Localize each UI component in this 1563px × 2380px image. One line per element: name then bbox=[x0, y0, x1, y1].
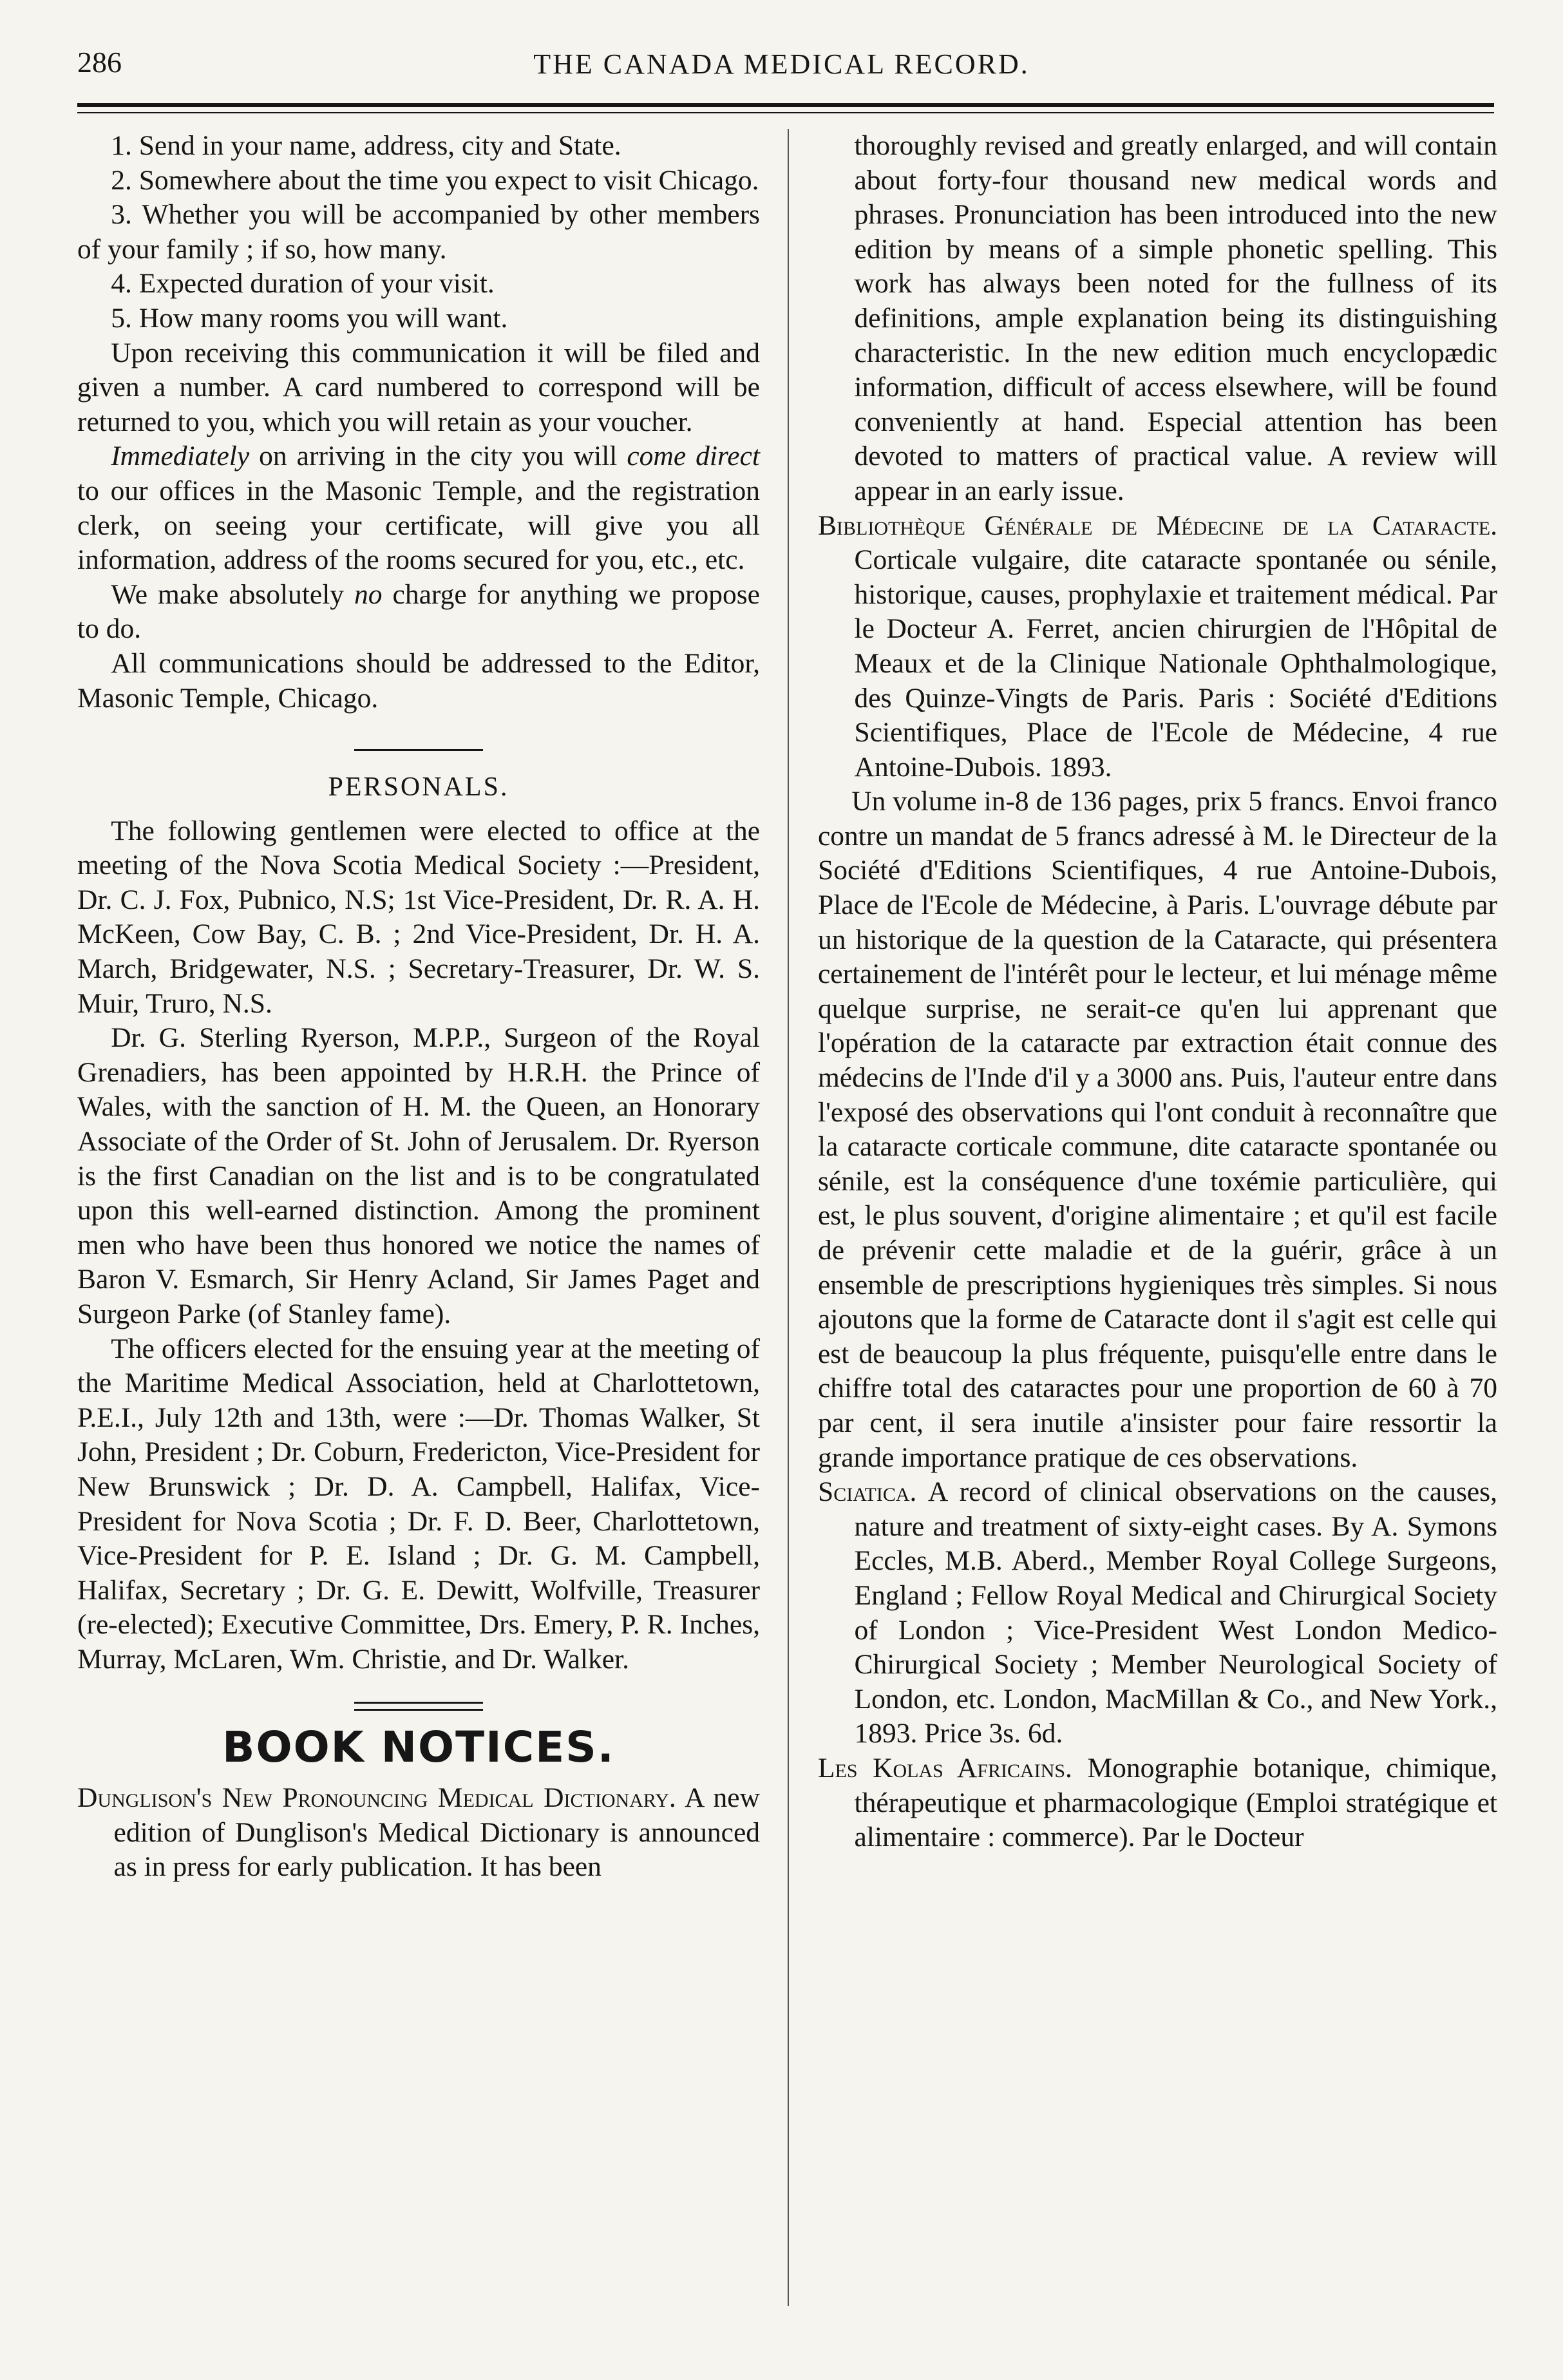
paragraph-maritime: The officers elected for the ensuing year at the meeting of the Maritime Medical Association, held at Charlottetown, P.E.I., July 12th and 13th, were :—Dr. Thomas Walker, St John, President ; Dr. Coburn, Fredericton, Vice-President for New Brunswick ; Dr. D. A. Campbell, Halifax, Vice-President for Nova Scotia ; Dr. F. D. Beer, Charlottetown, Vice-President for P. E. Island ; Dr. G. M. Campbell, Halifax, Secretary ; Dr. G. E. Dewitt, Wolfville, Treasurer (re-elected); Executive Committee, Drs. Emery, P. R. Inches, Murray, McLaren, Wm. Christie, and Dr. Walker. bbox=[77, 1333, 760, 1675]
list-item-visit-time: 2. Somewhere about the time you expect to visit Chicago. bbox=[111, 164, 759, 196]
page-number: 286 bbox=[77, 46, 122, 79]
text-immediately-2: to our offices in the Masonic Temple, and the registration clerk, on seeing your certificate, will give you all information, address of the rooms secured for you, etc., etc. bbox=[77, 475, 760, 576]
emphasis-immediately: Immediately bbox=[111, 441, 250, 472]
double-rule-separator bbox=[354, 1702, 483, 1711]
notice-dunglison-continued: thoroughly revised and greatly enlarged, and will contain about forty-four thousand new medical words and phrases. Pronunciation has been introduced into the new edition by means of a simple phonetic spelling. This work has always been noted for the fullness of its definitions, ample explanation being its distinguishing characteristic. In the new edition much encyclopædic information, difficult of access elsewhere, will be found conveniently at hand. Especial attention has been devoted to matters of practical value. A review will appear in an early issue. bbox=[854, 130, 1497, 506]
list-item-family: 3. Whether you will be accompanied by other members of your family ; if so, how many. bbox=[77, 199, 760, 265]
book-notices-heading: BOOK NOTICES. bbox=[222, 1722, 615, 1772]
paragraph-nova-scotia: The following gentlemen were elected to office at the meeting of the Nova Scotia Medical Society :—President, Dr. C. J. Fox, Pubnico, N.S; 1st Vice-President, Dr. R. A. H. McKeen, Cow Bay, C. B. ; 2nd Vice-President, Dr. H. A. March, Bridgewater, N.S. ; Secretary-Treasurer, Dr. W. S. Muir, Truro, N.S. bbox=[77, 815, 760, 1019]
notice-bibliotheque bbox=[818, 509, 1497, 785]
personals-heading: PERSONALS. bbox=[328, 772, 509, 803]
text-charge-2: charge for anything we propose to do. bbox=[77, 578, 760, 645]
paragraph-receiving: Upon receiving this communication it will be filed and given a number. A card numbered to correspond will be returned to you, which you will retain as your voucher. bbox=[77, 337, 760, 437]
emphasis-no: no bbox=[354, 578, 383, 610]
notice-sciatica bbox=[818, 1475, 1497, 1751]
review-bibliotheque: Un volume in-8 de 136 pages, prix 5 francs. Envoi franco contre un mandat de 5 francs adressé à M. le Directeur de la Société d'Editions Scientifiques, 4 rue Antoine-Dubois, Place de l'Ecole de Médecine, à Paris. L'ouvrage débute par un historique de la question de la Cataracte, qui présentera certainement de l'intérêt pour le lecteur, et lui ménage même quelque surprise, ne serait-ce qu'en lui apprenant que l'opération de la cataracte par extraction était connue des médecins de l'Inde d'il y a 3000 ans. Puis, l'auteur entre dans l'exposé des observations qui l'ont conduit à reconnaître que la cataracte corticale commune, dite cataracte spontanée ou sénile, est la conséquence d'une toxémie particulière, qui est, le plus souvent, d'origine alimentaire ; et qu'il est facile de prévenir cette maladie et de la guérir, grâce à un ensemble de prescriptions hygieniques très simples. Si nous ajoutons que la forme de Cataracte dont il s'agit est celle qui est de beaucoup la plus fréquente, puisqu'elle entre dans le chiffre total des cataractes pour une proportion de 60 à 70 par cent, il sera inutile a'insister pour faire ressortir la grande importance pratique de ces observations. bbox=[818, 786, 1497, 1473]
header-rule-thick bbox=[77, 103, 1494, 107]
paragraph-no-charge bbox=[77, 578, 760, 647]
notice-bibliotheque-title: Bibliothèque Générale de Médecine de la Cataracte. bbox=[818, 509, 1497, 541]
notice-sciatica-title: Sciatica. bbox=[818, 1476, 917, 1508]
paragraph-ryerson: Dr. G. Sterling Ryerson, M.P.P., Surgeon of the Royal Grenadiers, has been appointed by H.R.H. the Prince of Wales, with the sanction of H. M. the Queen, an Honorary Associate of the Order of St. John of Jerusalem. Dr. Ryerson is the first Canadian on the list and is to be congratulated upon this well-earned distinction. Among the prominent men who have been thus honored we notice the names of Baron V. Esmarch, Sir Henry Acland, Sir James Paget and Surgeon Parke (of Stanley fame). bbox=[77, 1022, 760, 1329]
running-title: THE CANADA MEDICAL RECORD. bbox=[533, 48, 1030, 80]
notice-dunglison-text: A new edition of Dunglison's Medical Dictionary is announced as in press for early publication. It has been bbox=[113, 1782, 761, 1883]
page-header bbox=[0, 45, 1563, 97]
paragraph-immediately bbox=[77, 439, 760, 577]
list-item-duration: 4. Expected duration of your visit. bbox=[111, 268, 495, 300]
notice-bibliotheque-text: Corticale vulgaire, dite cataracte spontanée ou sénile, historique, causes, prophylaxie et traitement médical. Par le Docteur A. Ferret, ancien chirurgien de l'Hôpital de Meaux et de la Clinique Nationale Ophthalmologique, des Quinze-Vingts de Paris. Paris : Société d'Editions Scientifiques, Place de l'Ecole de Médecine, 4 rue Antoine-Dubois. 1893. bbox=[854, 544, 1497, 783]
notice-dunglison bbox=[77, 1781, 760, 1885]
column-divider bbox=[788, 129, 789, 2306]
section-separator bbox=[354, 749, 483, 751]
notice-kolas-title: Les Kolas Africains. bbox=[818, 1752, 1072, 1784]
notice-kolas bbox=[818, 1751, 1497, 1855]
notice-dunglison-title: Dunglison's New Pronouncing Medical Dictionary. bbox=[77, 1782, 676, 1814]
list-item-rooms: 5. How many rooms you will want. bbox=[111, 302, 508, 334]
notice-kolas-text: Monographie botanique, chimique, thérapeutique et pharmacologique (Emploi stratégique et alimentaire : commerce). Par le Docteur bbox=[854, 1752, 1497, 1853]
text-charge-1: We make absolutely bbox=[111, 578, 355, 610]
right-column bbox=[818, 129, 1497, 1855]
header-rule-thin bbox=[77, 112, 1494, 113]
paragraph-communications: All communications should be addressed to the Editor, Masonic Temple, Chicago. bbox=[77, 647, 760, 714]
list-item-name: 1. Send in your name, address, city and State. bbox=[111, 130, 621, 161]
left-column bbox=[77, 129, 760, 1885]
notice-sciatica-text: A record of clinical observations on the causes, nature and treatment of sixty-eight cases. By A. Symons Eccles, M.B. Aberd., Member Royal College Surgeons, England ; Fellow Royal Medical and Chirurgical Society of London ; Vice-President West London Medico-Chirurgical Society ; Member Neurological Society of London, etc. London, MacMillan & Co., and New York., 1893. Price 3s. 6d. bbox=[854, 1476, 1497, 1749]
emphasis-come-direct: come direct bbox=[627, 441, 760, 472]
text-immediately-1: on arriving in the city you will bbox=[249, 441, 627, 472]
